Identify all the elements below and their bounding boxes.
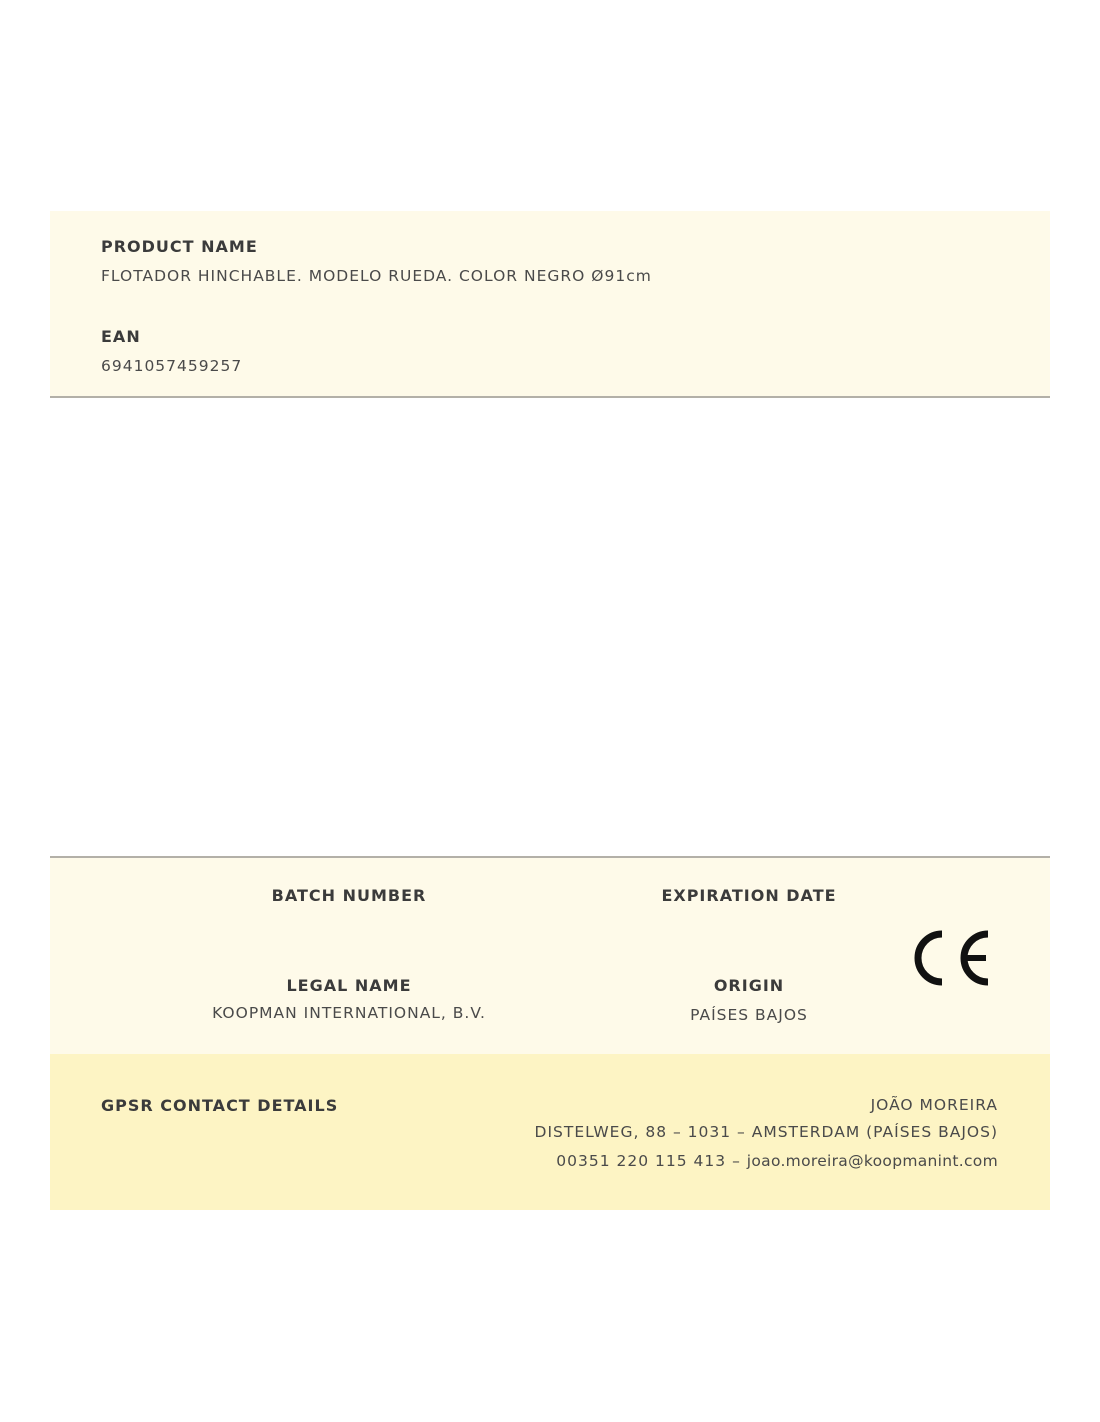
contact-name: JOÃO MOREIRA: [870, 1096, 998, 1114]
origin-label: ORIGIN: [713, 976, 785, 995]
product-info-panel: [50, 211, 1050, 398]
contact-separator: –: [726, 1152, 747, 1170]
expiration-date-label: EXPIRATION DATE: [661, 886, 837, 905]
contact-address: DISTELWEG, 88 – 1031 – AMSTERDAM (PAÍSES BAJOS): [534, 1123, 998, 1141]
ean-value: 6941057459257: [101, 357, 243, 375]
ean-label: EAN: [101, 327, 141, 346]
legal-name-label: LEGAL NAME: [286, 976, 412, 995]
origin-value: PAÍSES BAJOS: [690, 1006, 808, 1024]
legal-name-value: KOOPMAN INTERNATIONAL, B.V.: [212, 1004, 486, 1022]
contact-email[interactable]: joao.moreira@koopmanint.com: [746, 1152, 998, 1170]
contact-phone: 00351 220 115 413: [556, 1152, 727, 1170]
product-name-value: FLOTADOR HINCHABLE. MODELO RUEDA. COLOR NEGRO Ø91cm: [101, 267, 652, 285]
gpsr-contact-panel: [50, 1054, 1050, 1210]
compliance-info-panel: [50, 856, 1050, 1056]
gpsr-contact-label: GPSR CONTACT DETAILS: [101, 1096, 339, 1115]
batch-number-label: BATCH NUMBER: [271, 886, 427, 905]
product-name-label: PRODUCT NAME: [101, 237, 258, 256]
ce-mark-icon: [908, 928, 992, 988]
contact-phone-email: [556, 1152, 998, 1170]
